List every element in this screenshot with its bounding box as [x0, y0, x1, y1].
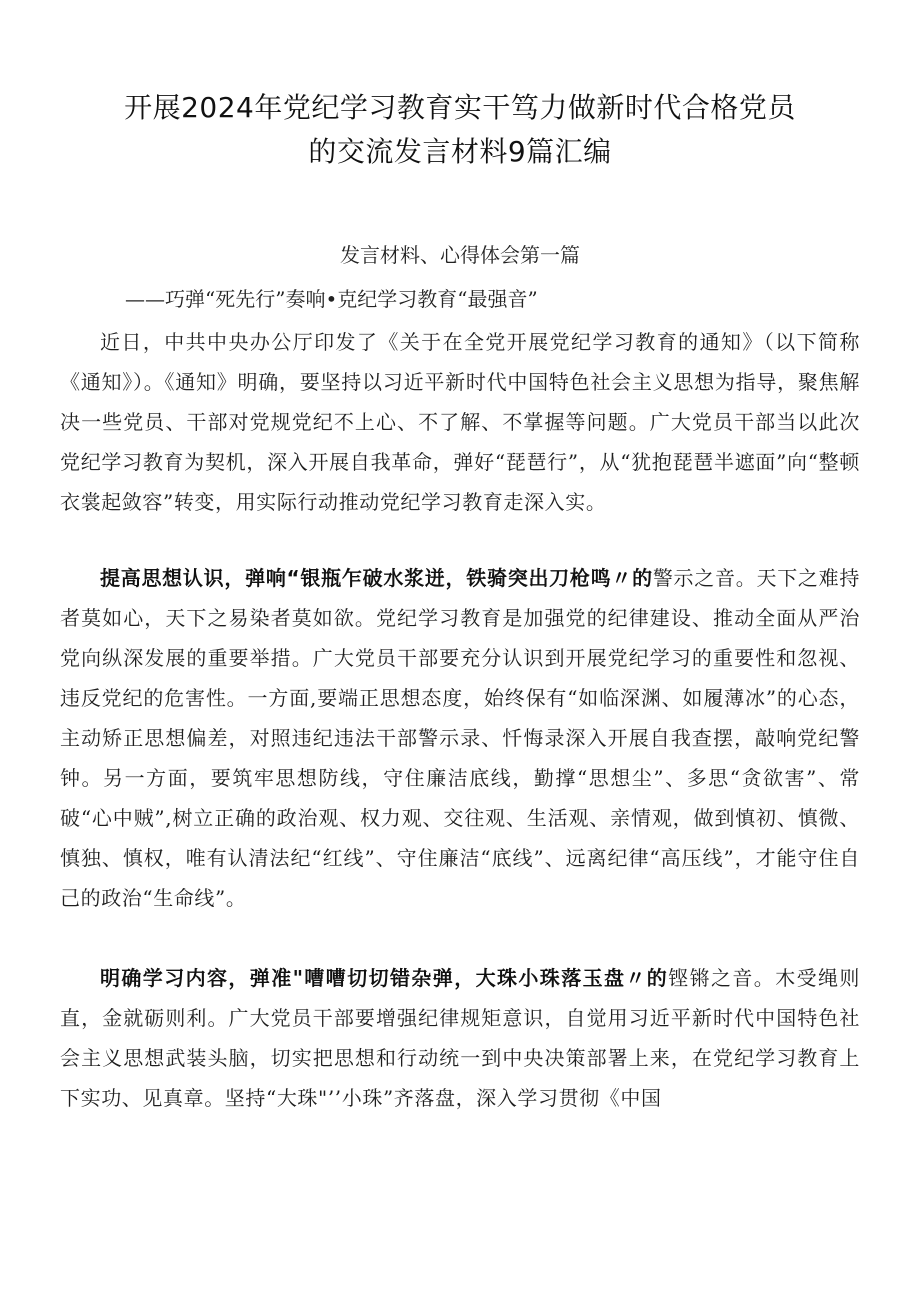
document-title-line-2: 的交流发言材料9篇汇编 — [308, 135, 612, 168]
paragraph-3 — [60, 958, 860, 1118]
paragraph-3-lead: 明确学习内容，弹准"嘈嘈切切错杂弹，大珠小珠落玉盘〃的 — [100, 966, 669, 990]
section-heading: 发言材料、心得体会第一篇 — [340, 243, 580, 267]
paragraph-3-body: 铿锵之音。木受绳则直，金就砺则利。广大党员干部要增强纪律规矩意识，自觉用习近平新时代中国特色社会主义思想武装头脑，切实把思想和行动统一到中央决策部署上来，在党纪学习教育上下实功、见真章。坚持“大珠"’’小珠”齐落盘，深入学习贯彻《中国 — [60, 966, 860, 1110]
document-title-line-1: 开展2024年党纪学习教育实干笃力做新时代合格党员 — [124, 91, 796, 124]
paragraph-2 — [60, 558, 860, 918]
paragraph-1-body: 近日，中共中央办公厅印发了《关于在全党开展党纪学习教育的通知》（以下简称《通知》）。《通知》明确，要坚持以习近平新时代中国特色社会主义思想为指导，聚焦解决一些党员、干部对党规党纪不上心、不了解、不掌握等问题。广大党员干部当以此次党纪学习教育为契机，深入开展自我革命，弹好“琵琶行”，从“犹抱琵琶半遮面”向“整顿衣裳起敛容”转变，用实际行动推动党纪学习教育走深入实。 — [60, 330, 860, 514]
paragraph-2-body: 警示之音。天下之难持者莫如心，天下之易染者莫如欲。党纪学习教育是加强党的纪律建设、推动全面从严治党向纵深发展的重要举措。广大党员干部要充分认识到开展党纪学习的重要性和忽视、违反党纪的危害性。一方面,要端正思想态度，始终保有“如临深渊、如履薄冰”的心态，主动矫正思想偏差，对照违纪违法干部警示录、忏悔录深入开展自我查摆，敲响党纪警钟。另一方面，要筑牢思想防线，守住廉洁底线，勤撑“思想尘”、多思“贪欲害”、常破“心中贼”,树立正确的政治观、权力观、交往观、生活观、亲情观，做到慎初、慎微、慎独、慎权，唯有认清法纪“红线”、守住廉洁“底线”、远离纪律“高压线”，才能守住自己的政治“生命线”。 — [60, 566, 860, 910]
paragraph-1 — [60, 322, 860, 522]
section-subtitle: ——巧弹“死先行”奏响•克纪学习教育“最强音” — [125, 287, 538, 311]
paragraph-2-lead: 提高思想认识，弹响“银瓶乍破水浆迸，铁骑突出刀枪鸣〃的 — [100, 566, 653, 590]
